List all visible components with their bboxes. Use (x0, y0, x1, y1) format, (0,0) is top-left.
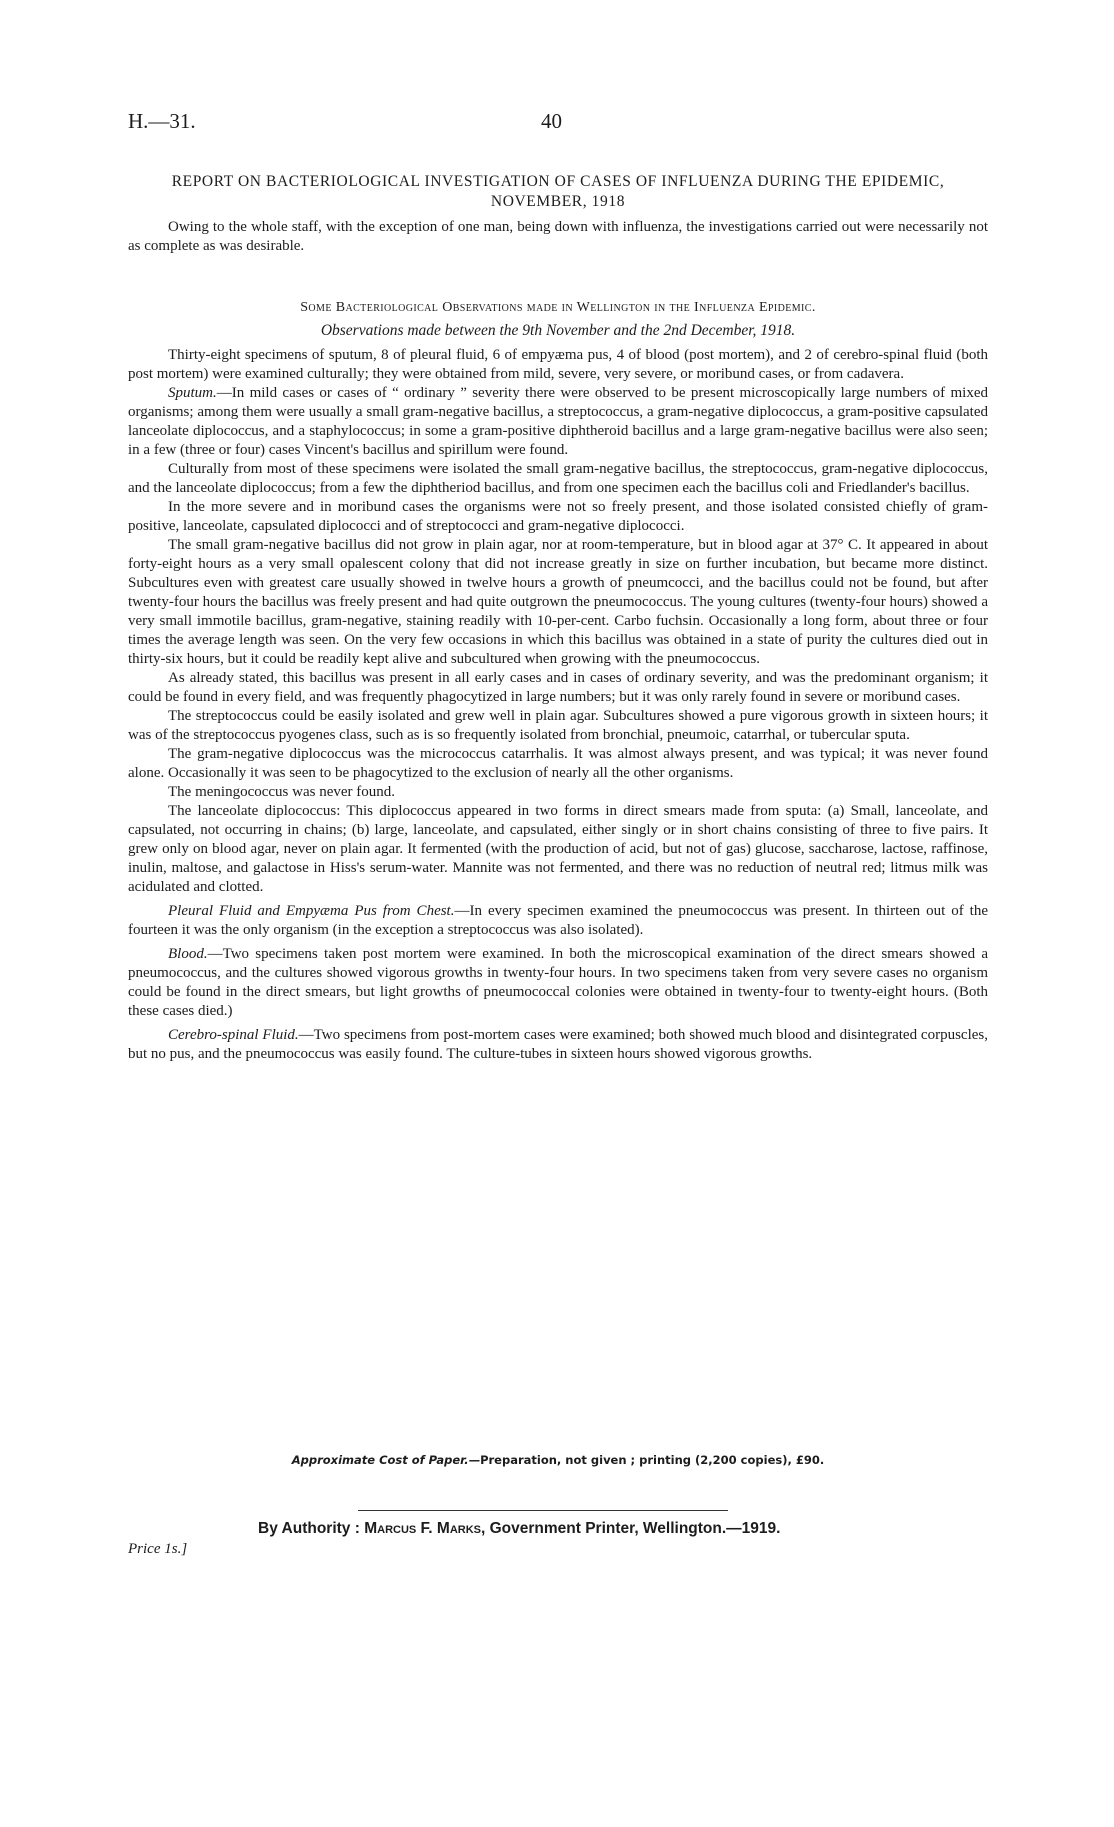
paragraph-pleural (128, 902, 988, 940)
blood-text: —Two specimens taken post mortem were examined. In both the microscopical examination of the direct smears showed a pneumococcus, and the cultures showed vigorous growths in twenty-four hours. In two specimens taken from very severe cases no organism could be found in the direct smears, but light growths of pneumococcal colonies were obtained in twenty-four to twenty-eight hours. (Both these cases died.) (128, 946, 988, 1019)
printer-authority (258, 1520, 780, 1538)
csf-lead: Cerebro-spinal Fluid. (168, 1027, 299, 1043)
intro-block (128, 218, 988, 256)
authority-prefix: By Authority : (258, 1520, 360, 1537)
paragraph-diplococcus: The gram-negative diplococcus was the micrococcus catarrhalis. It was almost always present, and was typical; it was never found alone. Occasionally it was seen to be phagocytized to the exclusion of nearly all the other organisms. (128, 746, 988, 781)
printer-name: Marcus F. Marks (364, 1520, 481, 1537)
intro-paragraph: Owing to the whole staff, with the exception of one man, being down with influenza, the investigations carried out were necessarily not as complete as was desirable. (128, 219, 988, 254)
sputum-lead: Sputum. (168, 385, 217, 401)
paragraph-streptococcus: The streptococcus could be easily isolated and grew well in plain agar. Subcultures showed a pure vigorous growth in sixteen hours; it was of the streptococcus pyogenes class, such as is so frequently isolated from bronchial, pneumoic, catarrhal, or tubercular sputa. (128, 708, 988, 743)
paragraph-specimens: Thirty-eight specimens of sputum, 8 of pleural fluid, 6 of empyæma pus, 4 of blood (post mortem), and 2 of cerebro-spinal fluid (both post mortem) were examined culturally; they were obtained from mild, severe, very severe, or moribund cases, or from cadavera. (128, 347, 988, 382)
main-body (128, 346, 988, 1064)
blood-lead: Blood. (168, 946, 208, 962)
footer-rule (358, 1510, 728, 1511)
sputum-text: —In mild cases or cases of “ ordinary ” severity there were observed to be present microscopically large numbers of mixed organisms; among them were usually a small gram-negative bacillus, a streptococcus, a gram-negative diplococcus, a gram-positive capsulated lanceolate diplococcus, and a staphylococcus; in some a gram-positive diphtheroid bacillus and a large gram-negative bacillus were also seen; in a few (three or four) cases Vincent's bacillus and spirillum were found. (128, 385, 988, 458)
observations-period: Observations made between the 9th November and the 2nd December, 1918. (320, 322, 796, 339)
paragraph-already-stated: As already stated, this bacillus was present in all early cases and in cases of ordinary severity, and was the predominant organism; it could be found in every field, and was frequently phagocytized in large numbers; but it was only rarely found in severe or moribund cases. (128, 670, 988, 705)
pleural-text: —In every specimen examined the pneumococcus was present. In thirteen out of the fourteen it was the only organism (in the exception a streptococcus was also isolated). (128, 903, 988, 938)
csf-text: —Two specimens from post-mortem cases were examined; both showed much blood and disintegrated corpuscles, but no pus, and the pneumococcus was easily found. The culture-tubes in sixteen hours showed vigorous growths. (128, 1027, 988, 1062)
cost-text: —Preparation, not given ; printing (2,200 copies), £90. (468, 1453, 825, 1467)
paragraph-severe: In the more severe and in moribund cases the organisms were not so freely present, and those isolated consisted chiefly of gram-positive, lanceolate, capsulated diplococci and of streptococci and gram-negative diplococci. (128, 499, 988, 534)
authority-suffix: , Government Printer, Wellington.—1919. (481, 1520, 781, 1537)
paragraph-blood (128, 945, 988, 1021)
price-note: Price 1s.] (128, 1541, 188, 1557)
cost-label: Approximate Cost of Paper. (291, 1453, 469, 1467)
section-heading: Some Bacteriological Observations made in Wellington in the Influenza Epidemic. (300, 300, 816, 315)
page-number: 40 (541, 109, 562, 133)
series-number: H.—31. (128, 109, 196, 133)
paragraph-sputum (128, 384, 988, 460)
report-title: REPORT ON BACTERIOLOGICAL INVESTIGATION OF CASES OF INFLUENZA DURING THE EPIDEMIC, NOVEMBER, 1918 (171, 173, 945, 210)
paragraph-small-bacillus: The small gram-negative bacillus did not grow in plain agar, nor at room-temperature, but in blood agar at 37° C. It appeared in about forty-eight hours as a very small opalescent colony that did not increase greatly in size on further incubation, but became more distinct. Subcultures even with greatest care usually showed in twelve hours a growth of pneumcocci, and the bacillus could not be found, but after twenty-four hours the bacillus was freely present and had quite outgrown the pneumococcus. The young cultures (twenty-four hours) showed a very small immotile bacillus, gram-negative, staining readily with 10-per-cent. Carbo fuchsin. Occasionally a long form, about three or four times the average length was seen. On the very few occasions in which this bacillus was obtained in a state of purity the cultures died out in thirty-six hours, but it could be readily kept alive and subcultured when growing with the pneumococcus. (128, 537, 988, 667)
paragraph-meningococcus: The meningococcus was never found. (168, 784, 396, 800)
pleural-lead: Pleural Fluid and Empyæma Pus from Chest. (168, 903, 455, 919)
paragraph-lanceolate: The lanceolate diplococcus: This diplococcus appeared in two forms in direct smears made from sputa: (a) Small, lanceolate, and capsulated, not occurring in chains; (b) large, lanceolate, and capsulated, either singly or in short chains consisting of three to five pairs. It grew only on blood agar, never on plain agar. It fermented (with the production of acid, but not of gas) glucose, saccharose, lactose, raffinose, inulin, maltose, and galactose in Hiss's serum-water. Mannite was not fermented, and there was no reduction of neutral red; litmus milk was acidulated and clotted. (128, 803, 988, 895)
cost-note (128, 1453, 988, 1467)
paragraph-culturally: Culturally from most of these specimens were isolated the small gram-negative bacillus, the streptococcus, gram-negative diplococcus, and the lanceolate diplococcus; from a few the diphtheriod bacillus, and from one specimen each the bacillus coli and Friedlander's bacillus. (128, 461, 988, 496)
paragraph-csf (128, 1026, 988, 1064)
